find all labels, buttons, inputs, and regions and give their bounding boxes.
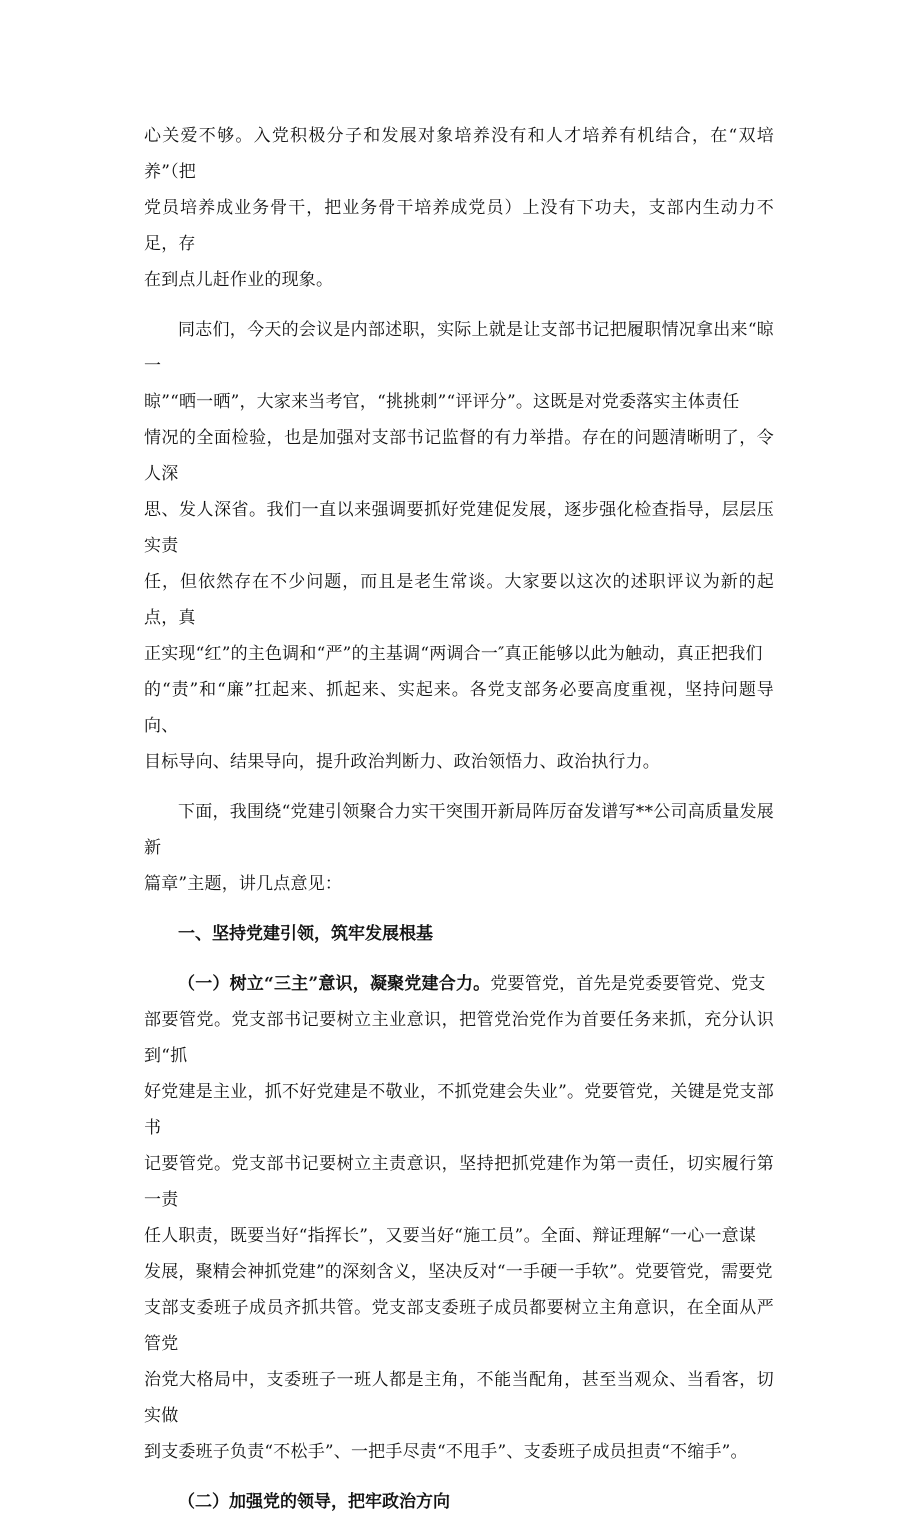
paragraph-3 (144, 794, 774, 902)
text-line: 好党建是主业，抓不好党建是不敬业，不抓党建会失业”。党要管党，关键是党支部书 (144, 1082, 774, 1138)
text-line: 发展，聚精会神抓党建”的深刻含义，坚决反对“一手硬一手软”。党要管党，需要党 (144, 1262, 773, 1282)
text-line: 正实现“红”的主色调和“严”的主基调“两调合一″真正能够以此为触动，真正把我们 (144, 644, 763, 664)
text-line: 思、发人深省。我们一直以来强调要抓好党建促发展，逐步强化检查指导，层层压实责 (144, 500, 774, 556)
document-body (144, 118, 774, 1534)
text-line: 下面，我围绕“党建引领聚合力实干突围开新局阵厉奋发谱写**公司高质量发展新 (144, 802, 774, 858)
text-line: 到支委班子负责“不松手”、一把手尽责“不甩手”、支委班子成员担责“不缩手”。 (144, 1442, 748, 1462)
text-line: 部要管党。党支部书记要树立主业意识，把管党治党作为首要任务来抓，充分认识到“抓 (144, 1010, 774, 1066)
text-line: 任人职责，既要当好“指挥长”，又要当好“施工员”。全面、辩证理解“一心一意谋 (144, 1226, 757, 1246)
text-line: 任，但依然存在不少问题，而且是老生常谈。大家要以这次的述职评议为新的起点，真 (144, 572, 774, 628)
text-line: 在到点儿赶作业的现象。 (144, 270, 334, 290)
text-line: 同志们，今天的会议是内部述职，实际上就是让支部书记把履职情况拿出来“晾一 (144, 320, 774, 376)
subsection-1-paragraph (144, 966, 774, 1470)
text-line (144, 966, 774, 1002)
text-line: 的“责”和“廉”扛起来、抓起来、实起来。各党支部务必要高度重视，坚持问题导向、 (144, 680, 774, 736)
text-line: 目标导向、结果导向，提升政治判断力、政治领悟力、政治执行力。 (144, 752, 660, 772)
section-heading-1: 一、坚持党建引领，筑牢发展根基 (178, 924, 433, 944)
text-line: 篇章”主题，讲几点意见： (144, 874, 343, 894)
text-line: 晾”“晒一晒”，大家来当考官，“挑挑刺”“评评分”。这既是对党委落实主体责任 (144, 392, 740, 412)
text-line: 心关爱不够。入党积极分子和发展对象培养没有和人才培养有机结合，在“双培养”（把 (144, 126, 774, 182)
text-line: 情况的全面检验，也是加强对支部书记监督的有力举措。存在的问题清晰明了，令人深 (144, 428, 774, 484)
text-line: 记要管党。党支部书记要树立主责意识，坚持把抓党建作为第一责任，切实履行第一责 (144, 1154, 774, 1210)
text-fragment: 党要管党，首先是党委要管党、党支 (490, 974, 766, 994)
text-line: 支部支委班子成员齐抓共管。党支部支委班子成员都要树立主角意识，在全面从严管党 (144, 1298, 774, 1354)
subsection-heading-2: （二）加强党的领导，把牢政治方向 (178, 1492, 450, 1512)
paragraph-1 (144, 118, 774, 298)
text-line: 党员培养成业务骨干，把业务骨干培养成党员）上没有下功夫，支部内生动力不足，存 (144, 198, 774, 254)
subsection-1-lead: （一）树立“三主”意识，凝聚党建合力。 (178, 974, 491, 994)
paragraph-2 (144, 312, 774, 780)
text-line: 治党大格局中，支委班子一班人都是主角，不能当配角，甚至当观众、当看客，切实做 (144, 1370, 774, 1426)
